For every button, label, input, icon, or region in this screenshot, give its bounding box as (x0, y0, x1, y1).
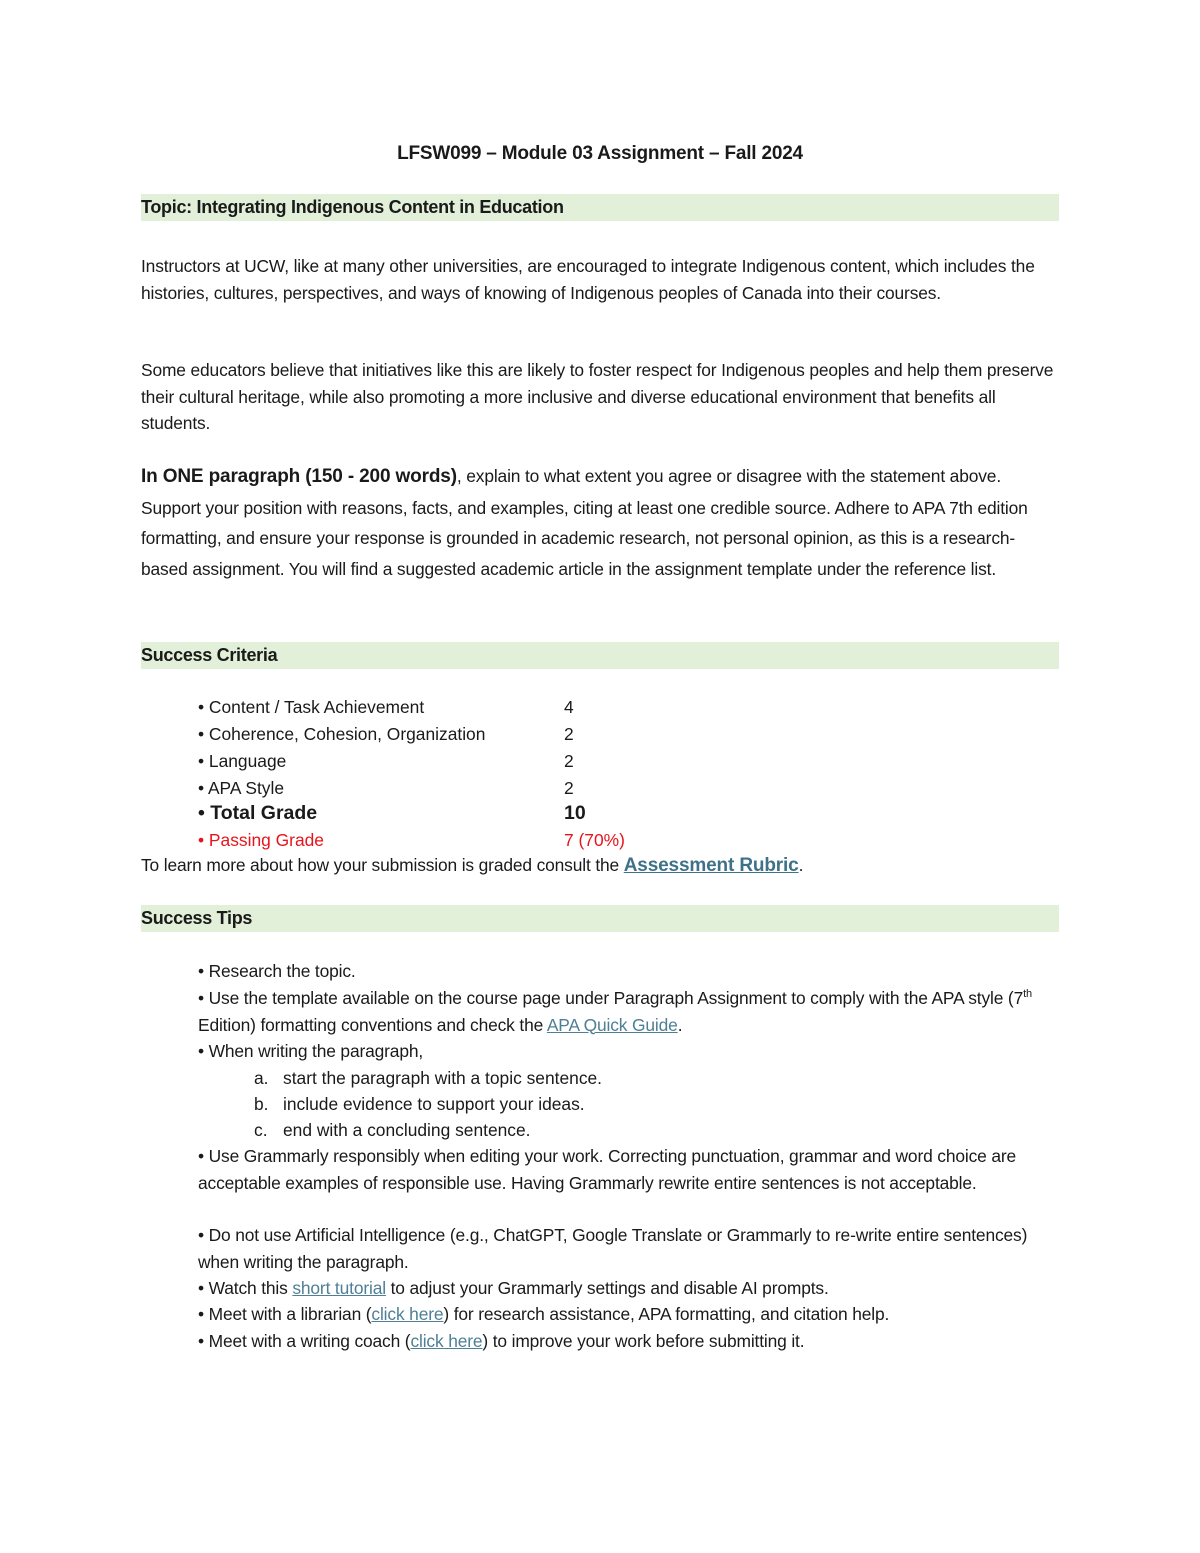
criteria-label: • Total Grade (198, 802, 318, 824)
document-title: LFSW099 – Module 03 Assignment – Fall 2024 (397, 143, 803, 164)
sub-text: end with a concluding sentence. (283, 1120, 531, 1140)
total-grade-row (198, 800, 678, 826)
criteria-label: • Content / Task Achievement (198, 697, 425, 717)
sub-item (254, 1117, 531, 1143)
rubric-line (141, 852, 1059, 880)
rubric-suffix: . (798, 855, 804, 875)
criteria-label: • APA Style (198, 778, 285, 798)
librarian-link[interactable]: click here (371, 1304, 444, 1324)
assessment-rubric-link[interactable]: Assessment Rubric (623, 855, 799, 876)
tip-item: • Research the topic. (198, 961, 356, 981)
tip-text: • Use the template available on the course page under Paragraph Assignment to comply with the APA style (7 (198, 988, 1024, 1008)
short-tutorial-link[interactable]: short tutorial (292, 1278, 386, 1298)
sub-item (254, 1091, 585, 1117)
tip-text: • Watch this (198, 1278, 293, 1298)
criteria-label: • Passing Grade (198, 830, 324, 850)
sub-marker: c. (254, 1120, 268, 1140)
tip-item: • When writing the paragraph, (198, 1041, 424, 1061)
tip-item (198, 1328, 1059, 1355)
apa-quick-guide-link[interactable]: APA Quick Guide (546, 1014, 678, 1035)
criteria-value: 7 (70%) (564, 830, 625, 850)
intro-paragraph: Instructors at UCW, like at many other universities, are encouraged to integrate Indigenous content, which includes the histories, cultures, perspectives, and ways of knowing of Indigenous peoples of Canada into their courses. (141, 256, 1035, 303)
criteria-row (198, 694, 678, 720)
task-text: , explain to what extent you agree or disagree with the statement above. Support your position with reasons, facts, and examples, citing at least one credible source. Adhere to APA 7th edition formatting, and ensure your response is grounded in academic research, not personal opinion, as this is a research-based assignment. You will find a suggested academic article in the assignment template under the reference list. (141, 466, 1028, 579)
tip-superscript: th (1023, 988, 1032, 1001)
criteria-value: 2 (564, 751, 574, 771)
task-lead: In ONE paragraph (150 - 200 words) (141, 466, 457, 487)
tip-item (198, 1275, 1059, 1302)
tip-text: • Meet with a librarian ( (198, 1304, 372, 1324)
tip-item: • Use Grammarly responsibly when editing your work. Correcting punctuation, grammar and word choice are acceptable examples of responsible use. Having Grammarly rewrite entire sentences is not acceptable. (198, 1146, 1017, 1193)
tip-text: Edition) formatting conventions and check the (198, 1014, 547, 1035)
criteria-value: 2 (564, 724, 574, 744)
criteria-value: 10 (564, 802, 586, 824)
writing-coach-link[interactable]: click here (410, 1331, 483, 1351)
criteria-value: 2 (564, 778, 574, 798)
task-paragraph (141, 461, 1059, 584)
success-tips-heading: Success Tips (141, 905, 1059, 932)
criteria-row (198, 775, 678, 801)
tip-item (198, 1301, 1059, 1328)
tip-item (198, 985, 1059, 1038)
rubric-prefix: To learn more about how your submission is graded consult the (141, 855, 624, 875)
tip-text: to adjust your Grammarly settings and disable AI prompts. (385, 1278, 829, 1298)
tip-text: . (677, 1014, 683, 1035)
educators-paragraph: Some educators believe that initiatives like this are likely to foster respect for Indigenous peoples and help them preserve their cultural heritage, while also promoting a more inclusive and diverse educational environment that benefits all students. (141, 360, 1054, 433)
sub-marker: a. (254, 1068, 269, 1088)
sub-text: include evidence to support your ideas. (283, 1094, 585, 1114)
tip-text: ) to improve your work before submitting it. (482, 1331, 805, 1351)
tip-text: • Meet with a writing coach ( (198, 1331, 411, 1351)
criteria-value: 4 (564, 697, 574, 717)
criteria-row (198, 721, 678, 747)
sub-item (254, 1065, 602, 1091)
tip-item: • Do not use Artificial Intelligence (e.g., ChatGPT, Google Translate or Grammarly to re-write entire sentences) when writing the paragraph. (198, 1225, 1028, 1272)
criteria-label: • Language (198, 751, 287, 771)
criteria-label: • Coherence, Cohesion, Organization (198, 724, 486, 744)
tip-text: ) for research assistance, APA formatting, and citation help. (443, 1304, 890, 1324)
topic-heading: Topic: Integrating Indigenous Content in Education (141, 194, 1059, 221)
success-criteria-heading: Success Criteria (141, 642, 1059, 669)
criteria-row (198, 748, 678, 774)
passing-grade-row (198, 827, 678, 853)
sub-marker: b. (254, 1094, 269, 1114)
sub-text: start the paragraph with a topic sentence. (283, 1068, 603, 1088)
